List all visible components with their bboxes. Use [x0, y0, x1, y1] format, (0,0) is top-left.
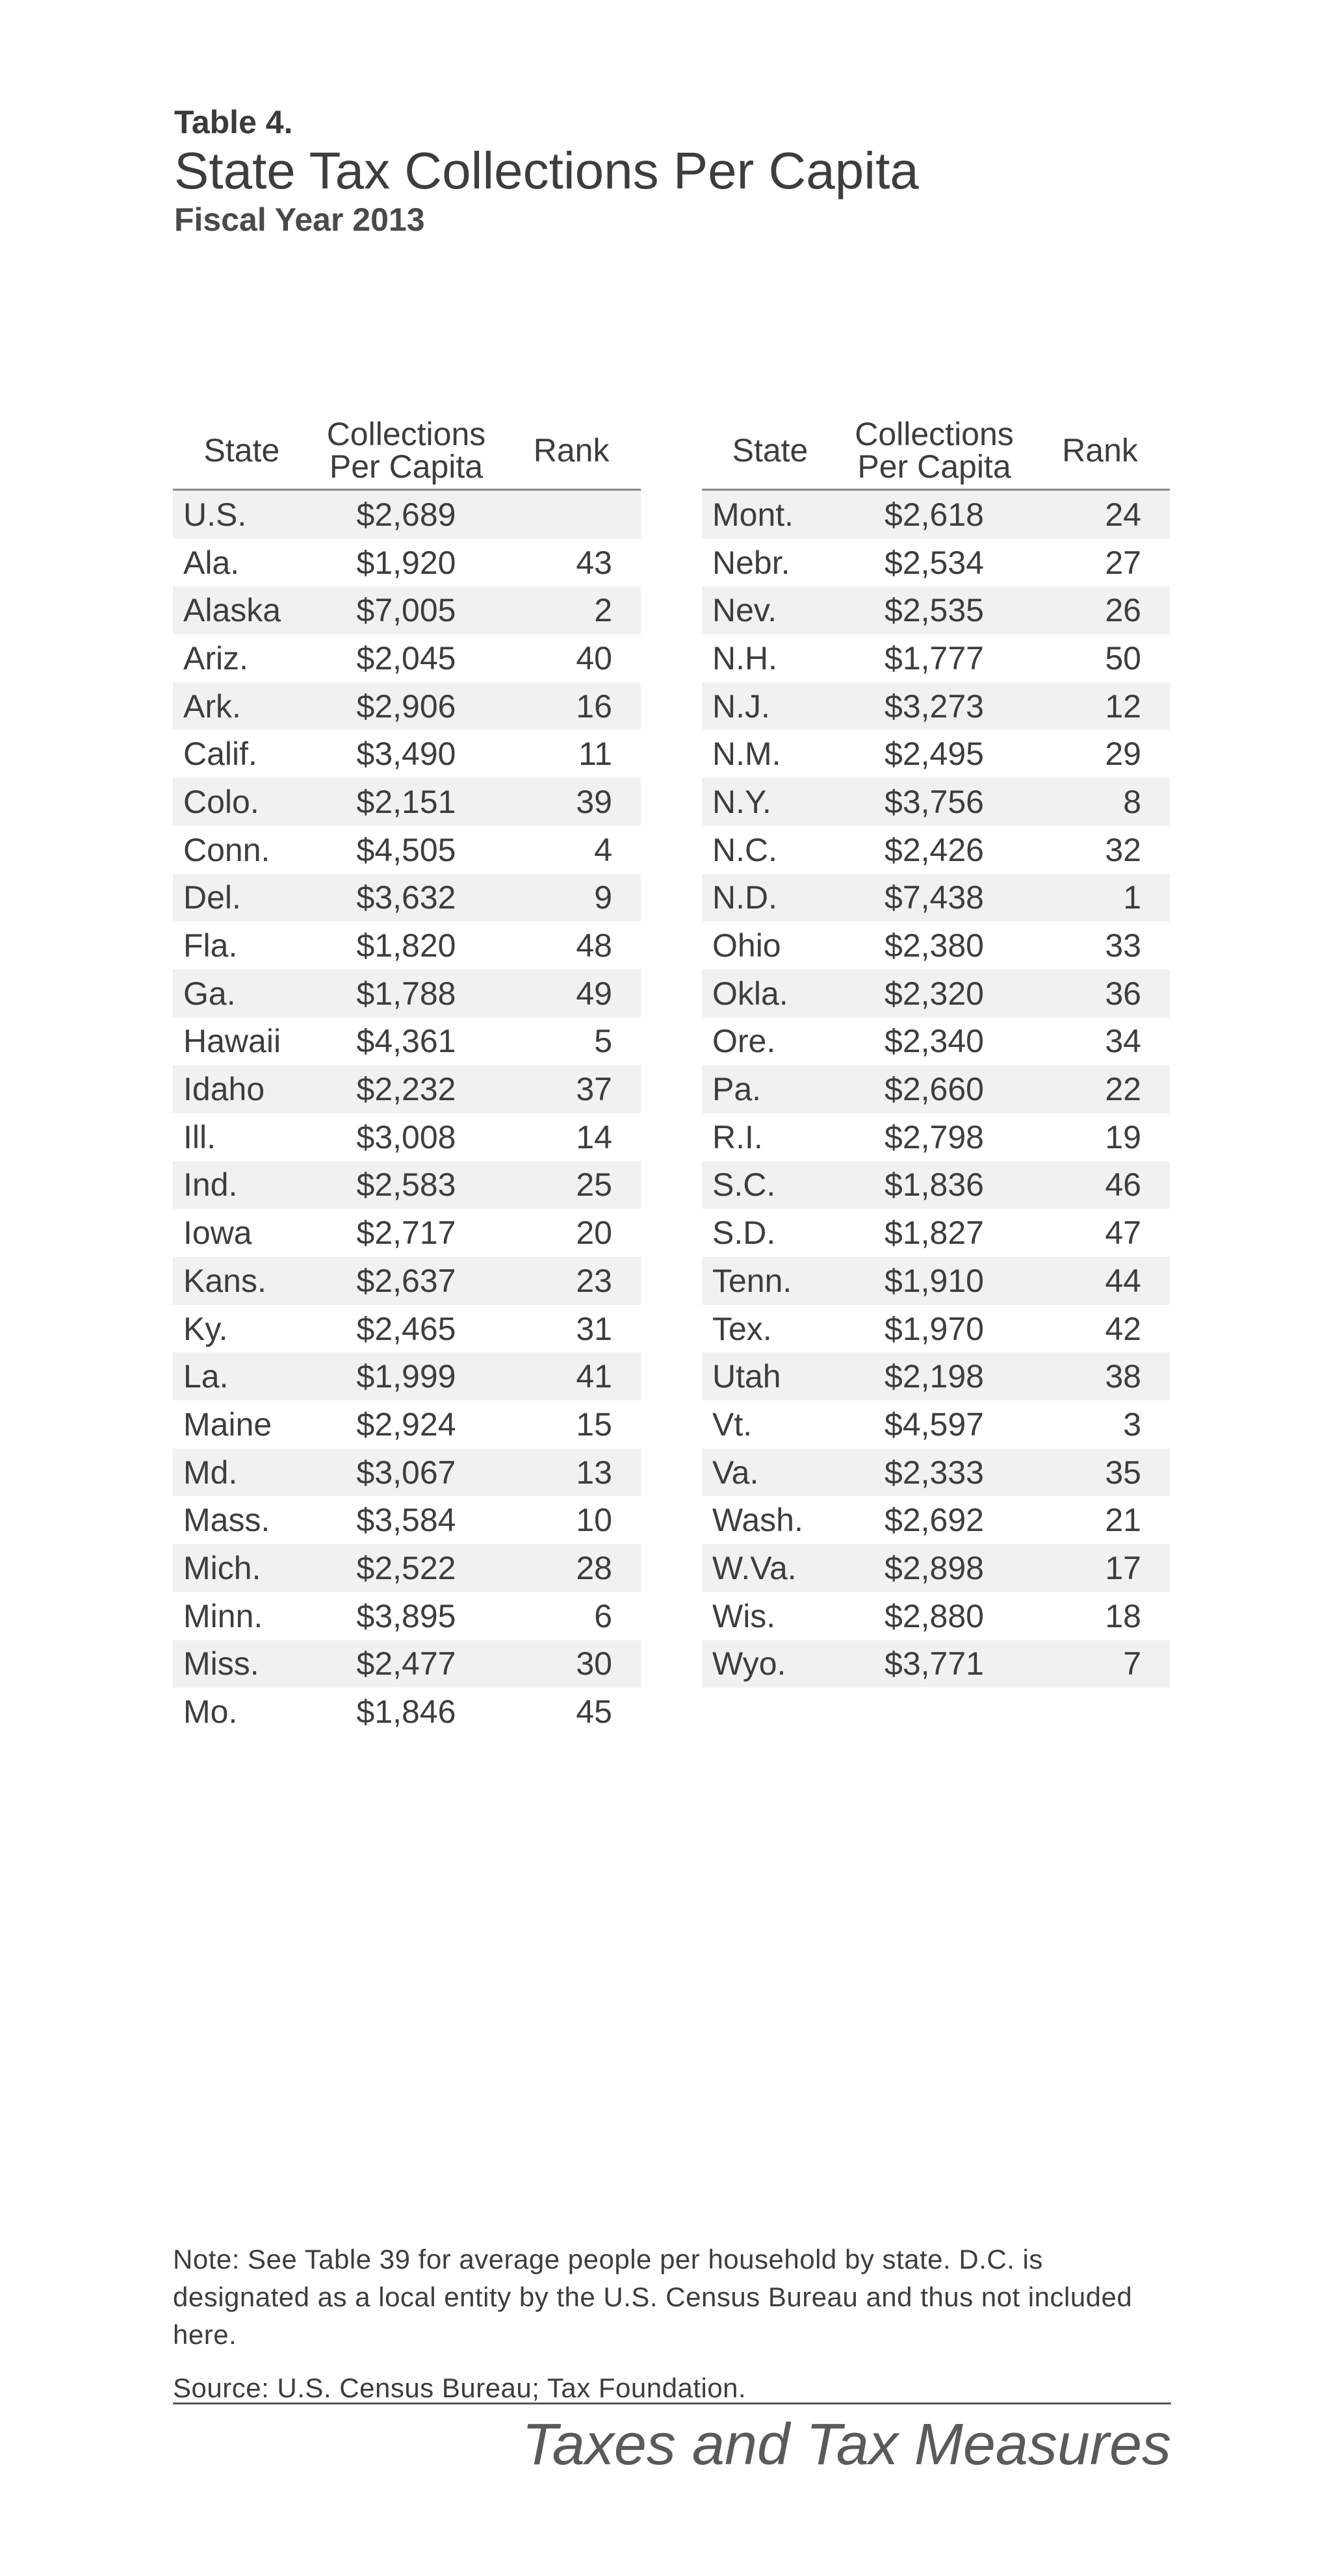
state-cell: Ky. — [183, 1310, 228, 1347]
rank-cell: 12 — [1030, 682, 1170, 730]
state-cell: Ohio — [712, 927, 781, 964]
state-cell: Mass. — [183, 1502, 270, 1539]
collections-cell: $7,438 — [838, 874, 1030, 922]
state-cell: Vt. — [712, 1406, 753, 1443]
state-cell: Mont. — [702, 490, 838, 539]
collections-cell: $2,477 — [311, 1640, 502, 1688]
collections-cell: $2,692 — [885, 1502, 984, 1539]
rank-cell: 29 — [1105, 736, 1141, 773]
rank-cell: 14 — [576, 1118, 612, 1155]
state-cell: Ark. — [173, 682, 311, 730]
state-cell: Nebr. — [712, 544, 790, 581]
collections-cell: $2,660 — [838, 1065, 1030, 1113]
rank-cell: 41 — [502, 1352, 641, 1400]
collections-cell: $4,505 — [356, 831, 456, 868]
collections-cell: $2,320 — [838, 970, 1030, 1018]
rank-cell: 20 — [576, 1215, 612, 1252]
collections-cell: $1,970 — [885, 1310, 984, 1347]
collections-cell: $3,771 — [838, 1640, 1030, 1688]
state-cell: N.Y. — [702, 778, 838, 826]
state-cell: Pa. — [702, 1065, 838, 1113]
state-cell: Nev. — [702, 586, 838, 634]
state-cell: N.J. — [702, 682, 838, 730]
table-row — [702, 1352, 1170, 1400]
table-row — [702, 586, 1170, 634]
state-cell: N.D. — [702, 874, 838, 922]
table-row — [702, 1257, 1170, 1305]
rank-cell: 19 — [1105, 1118, 1141, 1155]
collections-cell: $3,756 — [838, 778, 1030, 826]
table-row — [702, 826, 1170, 874]
table-row — [702, 539, 1170, 587]
table-row — [173, 1400, 641, 1449]
rank-cell: 42 — [1105, 1310, 1141, 1347]
table-row — [702, 490, 1170, 539]
table-row — [702, 1113, 1170, 1161]
collections-cell: $3,490 — [356, 736, 456, 773]
state-cell: Ill. — [183, 1118, 216, 1155]
collections-cell: $3,273 — [838, 682, 1030, 730]
column-header-collections-line2: Per Capita — [329, 448, 484, 485]
rank-cell — [502, 490, 641, 539]
table-row — [173, 1305, 641, 1353]
rank-cell: 1 — [1030, 874, 1170, 922]
rank-cell: 32 — [1105, 831, 1141, 868]
rank-cell: 50 — [1105, 639, 1141, 676]
collections-cell: $2,380 — [885, 927, 984, 964]
rank-cell: 8 — [1030, 778, 1170, 826]
collections-cell: $3,067 — [311, 1449, 502, 1497]
column-header-collections — [838, 415, 1030, 490]
state-cell: W.Va. — [702, 1544, 838, 1592]
table-row — [702, 1449, 1170, 1497]
table-row — [173, 1161, 641, 1209]
state-cell: Tex. — [712, 1310, 772, 1347]
rank-cell: 17 — [1030, 1544, 1170, 1592]
state-cell: Okla. — [702, 970, 838, 1018]
section-footer-title: Taxes and Tax Measures — [522, 2412, 1171, 2477]
rank-cell: 47 — [1105, 1215, 1141, 1252]
table-row — [173, 1209, 641, 1257]
state-cell: Ind. — [173, 1161, 311, 1209]
footer-divider — [173, 2402, 1171, 2404]
column-header-collections-line1: Collections — [855, 416, 1014, 452]
state-cell: U.S. — [173, 490, 311, 539]
table-row — [173, 778, 641, 826]
table-row — [173, 586, 641, 634]
collections-cell: $2,534 — [885, 544, 984, 581]
collections-cell: $1,827 — [885, 1215, 984, 1252]
collections-cell: $7,005 — [311, 586, 502, 634]
collections-cell: $1,777 — [885, 639, 984, 676]
rank-cell: 22 — [1030, 1065, 1170, 1113]
rank-cell: 21 — [1105, 1502, 1141, 1539]
rank-cell: 16 — [502, 682, 641, 730]
collections-cell: $2,906 — [311, 682, 502, 730]
column-header-collections-line2: Per Capita — [857, 448, 1011, 485]
rank-cell: 9 — [502, 874, 641, 922]
rank-cell: 36 — [1030, 970, 1170, 1018]
table-row — [173, 490, 641, 539]
table-row — [173, 970, 641, 1018]
collections-cell: $2,522 — [311, 1544, 502, 1592]
table-row — [173, 1688, 641, 1736]
table-row — [702, 1018, 1170, 1066]
table-header-row — [173, 415, 641, 490]
collections-cell: $2,880 — [885, 1597, 984, 1634]
state-cell: Hawaii — [183, 1023, 281, 1060]
collections-cell: $3,632 — [311, 874, 502, 922]
collections-cell: $2,583 — [311, 1161, 502, 1209]
state-cell: Colo. — [173, 778, 311, 826]
rank-cell: 7 — [1030, 1640, 1170, 1688]
collections-cell: $2,465 — [356, 1310, 456, 1347]
collections-cell: $2,333 — [838, 1449, 1030, 1497]
left-table-body — [173, 490, 641, 1736]
table-row — [173, 1018, 641, 1066]
collections-cell: $1,910 — [838, 1257, 1030, 1305]
collections-cell: $4,597 — [885, 1406, 984, 1443]
collections-cell: $4,361 — [356, 1023, 456, 1060]
rank-cell: 44 — [1030, 1257, 1170, 1305]
table-header-row — [702, 415, 1170, 490]
column-header-rank: Rank — [1030, 415, 1170, 490]
table-row — [702, 1496, 1170, 1544]
collections-cell: $2,535 — [838, 586, 1030, 634]
rank-cell: 24 — [1030, 490, 1170, 539]
state-cell: Wyo. — [702, 1640, 838, 1688]
collections-cell: $3,895 — [356, 1597, 456, 1634]
rank-cell: 10 — [576, 1502, 612, 1539]
collections-cell: $2,618 — [838, 490, 1030, 539]
rank-cell: 38 — [1030, 1352, 1170, 1400]
state-cell: Ga. — [173, 970, 311, 1018]
state-cell: Tenn. — [702, 1257, 838, 1305]
table-row — [173, 730, 641, 778]
rank-cell: 49 — [502, 970, 641, 1018]
table-row — [173, 1065, 641, 1113]
state-cell: Md. — [173, 1449, 311, 1497]
rank-cell: 31 — [576, 1310, 612, 1347]
collections-cell: $3,584 — [356, 1502, 456, 1539]
table-header — [174, 103, 919, 239]
state-cell: Miss. — [173, 1640, 311, 1688]
rank-cell: 39 — [502, 778, 641, 826]
state-cell: Va. — [702, 1449, 838, 1497]
right-table-body — [702, 490, 1170, 1688]
table-row — [702, 682, 1170, 730]
collections-cell: $1,836 — [838, 1161, 1030, 1209]
state-cell: Iowa — [183, 1215, 252, 1252]
collections-cell: $1,920 — [356, 544, 456, 581]
rank-cell: 30 — [502, 1640, 641, 1688]
collections-cell: $2,924 — [356, 1406, 456, 1443]
rank-cell: 35 — [1030, 1449, 1170, 1497]
rank-cell: 48 — [576, 927, 612, 964]
table-row — [173, 634, 641, 682]
collections-cell: $2,495 — [885, 736, 984, 773]
collections-cell: $1,820 — [356, 927, 456, 964]
table-row — [702, 970, 1170, 1018]
collections-cell: $2,232 — [311, 1065, 502, 1113]
state-cell: S.D. — [712, 1215, 776, 1252]
collections-cell: $2,898 — [838, 1544, 1030, 1592]
table-row — [702, 1161, 1170, 1209]
page-subtitle: Fiscal Year 2013 — [174, 201, 425, 238]
state-cell: N.H. — [712, 639, 777, 676]
rank-cell: 33 — [1105, 927, 1141, 964]
table-row — [173, 1257, 641, 1305]
rank-cell: 15 — [576, 1406, 612, 1443]
right-data-table — [702, 415, 1170, 1688]
collections-cell: $1,999 — [311, 1352, 502, 1400]
table-row — [173, 1640, 641, 1688]
rank-cell: 46 — [1030, 1161, 1170, 1209]
table-row — [173, 1496, 641, 1544]
state-cell: Minn. — [183, 1597, 263, 1634]
table-row — [702, 1305, 1170, 1353]
state-cell: Mo. — [183, 1694, 238, 1731]
state-cell: Kans. — [173, 1257, 311, 1305]
rank-cell: 2 — [502, 586, 641, 634]
state-cell: Utah — [702, 1352, 838, 1400]
rank-cell: 3 — [1123, 1406, 1141, 1443]
table-source: Source: U.S. Census Bureau; Tax Foundation. — [173, 2373, 747, 2403]
collections-cell: $3,008 — [356, 1118, 456, 1155]
rank-cell: 18 — [1105, 1597, 1141, 1634]
rank-cell: 5 — [594, 1023, 612, 1060]
collections-cell: $2,198 — [838, 1352, 1030, 1400]
rank-cell: 13 — [502, 1449, 641, 1497]
table-row — [702, 1544, 1170, 1592]
state-cell: Del. — [173, 874, 311, 922]
table-row — [702, 1400, 1170, 1449]
state-cell: Ariz. — [183, 639, 248, 676]
state-cell: N.C. — [712, 831, 777, 868]
collections-cell: $2,717 — [356, 1215, 456, 1252]
table-row — [702, 1592, 1170, 1640]
state-cell: Conn. — [183, 831, 270, 868]
left-data-table — [173, 415, 641, 1736]
table-row — [702, 730, 1170, 778]
rank-cell: 40 — [576, 639, 612, 676]
table-row — [173, 921, 641, 970]
collections-cell: $2,151 — [311, 778, 502, 826]
state-cell: Alaska — [173, 586, 311, 634]
collections-cell: $2,637 — [311, 1257, 502, 1305]
table-row — [173, 1592, 641, 1640]
rank-cell: 37 — [502, 1065, 641, 1113]
collections-cell: $2,689 — [311, 490, 502, 539]
state-cell: Mich. — [173, 1544, 311, 1592]
rank-cell: 27 — [1105, 544, 1141, 581]
table-row — [173, 682, 641, 730]
table-row — [173, 1352, 641, 1400]
rank-cell: 26 — [1030, 586, 1170, 634]
rank-cell: 4 — [594, 831, 612, 868]
state-cell: Maine — [183, 1406, 272, 1443]
rank-cell: 11 — [578, 736, 612, 773]
column-header-state: State — [702, 415, 838, 490]
column-header-state: State — [173, 415, 311, 490]
collections-cell: $2,340 — [885, 1023, 984, 1060]
state-cell: R.I. — [712, 1118, 763, 1155]
column-header-collections — [311, 415, 502, 490]
state-cell: S.C. — [702, 1161, 838, 1209]
state-cell: Fla. — [183, 927, 238, 964]
table-row — [173, 539, 641, 587]
rank-cell: 34 — [1105, 1023, 1141, 1060]
state-cell: Wash. — [712, 1502, 803, 1539]
collections-cell: $1,846 — [356, 1694, 456, 1731]
table-row — [702, 874, 1170, 922]
state-cell: Ore. — [712, 1023, 776, 1060]
state-cell: Idaho — [173, 1065, 311, 1113]
table-note: Note: See Table 39 for average people per household by state. D.C. is designated as a local entity by the U.S. Census Bureau and thus not included here. — [173, 2244, 1133, 2350]
table-row — [173, 1113, 641, 1161]
table-row — [173, 874, 641, 922]
table-row — [702, 1209, 1170, 1257]
rank-cell: 43 — [576, 544, 612, 581]
table-row — [702, 921, 1170, 970]
rank-cell: 25 — [502, 1161, 641, 1209]
page-title: State Tax Collections Per Capita — [174, 142, 919, 200]
table-row — [173, 1449, 641, 1497]
collections-cell: $2,798 — [885, 1118, 984, 1155]
collections-cell: $2,426 — [885, 831, 984, 868]
rank-cell: 28 — [502, 1544, 641, 1592]
table-row — [702, 634, 1170, 682]
rank-cell: 6 — [594, 1597, 612, 1634]
state-cell: La. — [173, 1352, 311, 1400]
table-row — [702, 778, 1170, 826]
state-cell: Wis. — [712, 1597, 776, 1634]
table-row — [702, 1065, 1170, 1113]
column-header-collections-line1: Collections — [326, 416, 486, 452]
rank-cell: 45 — [576, 1694, 612, 1731]
collections-cell: $2,045 — [356, 639, 456, 676]
state-cell: N.M. — [712, 736, 781, 773]
rank-cell: 23 — [502, 1257, 641, 1305]
table-row — [173, 826, 641, 874]
column-header-rank: Rank — [502, 415, 641, 490]
table-row — [702, 1640, 1170, 1688]
table-row — [173, 1544, 641, 1592]
table-number: Table 4. — [174, 104, 293, 140]
state-cell: Ala. — [183, 544, 240, 581]
collections-cell: $1,788 — [311, 970, 502, 1018]
state-cell: Calif. — [183, 736, 257, 773]
